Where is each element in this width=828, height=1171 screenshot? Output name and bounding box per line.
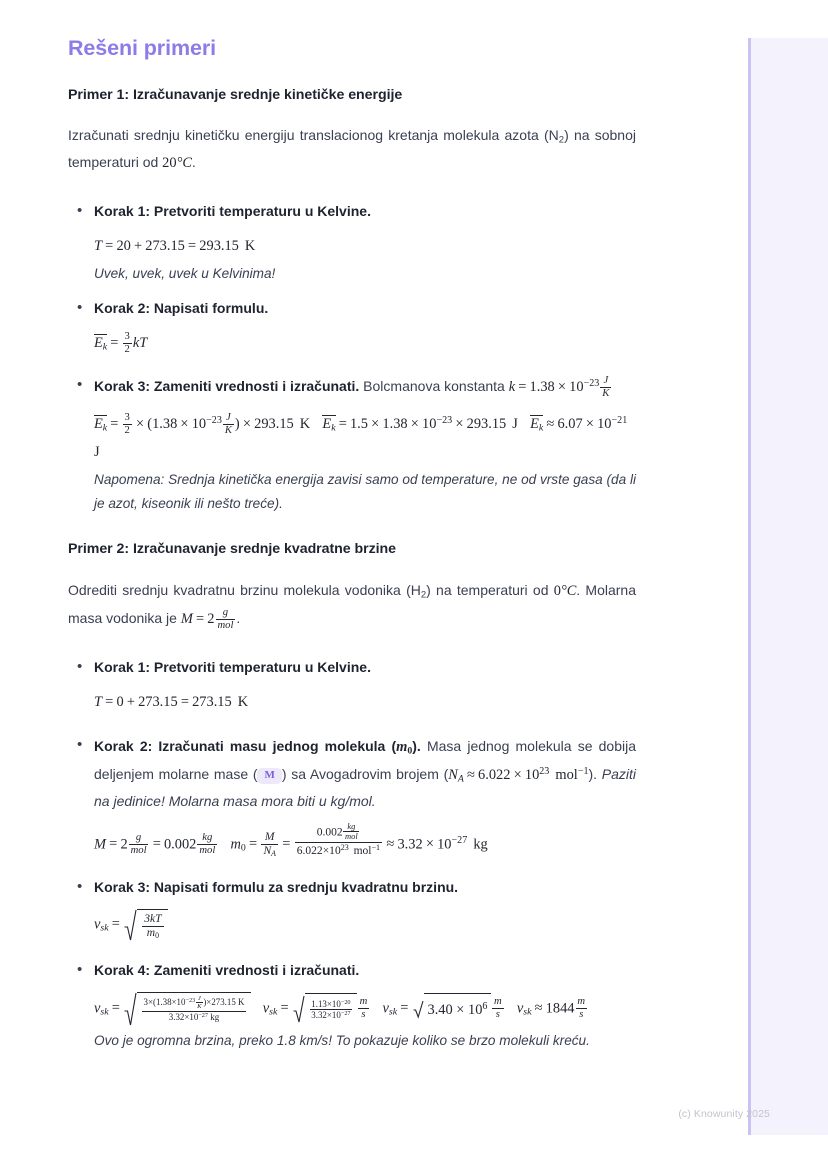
step2-text-c: ). [588, 765, 598, 782]
avogadro-number-math: $N_A \approx 6.022 \times 10^{23}$ mol$^{-1}$ [448, 765, 589, 784]
radical-sign-icon [124, 908, 137, 942]
step1-note: Uvek, uvek, uvek u Kelvinima! [94, 265, 276, 281]
rms-speed-formula: $v_{sk}$ = $\frac{3kT}{m0}$ [94, 908, 636, 942]
intro-text-part2: ) na temperaturi od [426, 582, 554, 599]
step4-note: Ovo je ogromna brzina, preko 1.8 km/s! To pokazuje koliko se brzo molekuli kreću. [94, 1032, 590, 1048]
example-2-step1-math [94, 688, 636, 716]
intro-temperature-math: 0°C [553, 583, 577, 600]
step2-text-a: Masa jednog molekula se dobija deljenjem molarne mase ( [94, 737, 636, 782]
example-2-heading: Primer 2: Izračunavanje srednje kvadratne brzine [68, 541, 396, 558]
molar-mass-chip[interactable]: M [257, 768, 281, 784]
fraction-nested-mass: 0.002 $\frac{kg}{\text{mol}}$ $6.022\times 10^{23}$ mol$^{-1}$ [295, 822, 382, 858]
fraction-M-over-NA: $\frac{M}{N_A}$ [261, 831, 278, 859]
step-item-2-2 [94, 733, 636, 813]
example-2-steps-4 [68, 958, 636, 982]
intro-text-part1: Izračunati srednju kinetičku energiju translacionog kretanja molekula azota (N [68, 127, 559, 143]
step2-text-b: ) sa Avogadrovim brojem ( [281, 765, 449, 782]
step-label: Korak 1: Pretvoriti temperaturu u Kelvine. [94, 202, 371, 219]
step-label: Korak 3: Zameniti vrednosti i izračunati. [94, 377, 360, 394]
radical-sign-icon [293, 994, 305, 1024]
square-root: $3\times(1.38\times 10^{-23}$ $\frac{J}{K}$ )×273.15 K $3.32\times 10^{-27}$ kg [123, 991, 251, 1027]
overline-group: $E_k$ [94, 415, 108, 434]
square-root: $\frac{3kT}{m0}$ [123, 908, 168, 942]
overline-group: $E_k$ [322, 415, 336, 434]
step-item-2-3 [94, 875, 636, 899]
fraction-g-per-mol: $\frac{g}{\text{mol}}$ [217, 607, 234, 632]
step-label: Korak 2: Napisati formulu. [94, 299, 269, 316]
page-title: Rešeni primeri [68, 36, 216, 60]
molecule-mass-calculation: M = 2 $\frac{g}{\text{mol}}$ = 0.002 $\frac{kg}{\text{mol}}$ m0 = $\frac{M}{N_A}$ = 0.002 $\frac{kg}{\text{mol}}$ $6.022\times 10^{23}$ mol$^{-1}$ ≈ $3.32 \times 10^{-27}$ kg [94, 820, 488, 858]
step-item-1-3 [94, 373, 636, 401]
example-2-steps-3 [68, 875, 636, 899]
step-label: Korak 3: Napisati formulu za srednju kvadratnu brzinu. [94, 878, 459, 895]
example-2-step2-calculation [94, 822, 636, 859]
intro-text-part3: . Molarna masa vodonika je [68, 582, 637, 627]
example-1-steps-3 [68, 373, 636, 401]
hydrogen-subscript: 2 [420, 589, 427, 601]
step2-note: Paziti na jedinice! Molarna masa mora biti u kg/mol. [94, 765, 637, 809]
document-content [68, 36, 636, 1068]
molecule-mass-symbol: m0 [396, 738, 413, 756]
fraction-three-halves: $\frac{3}{2}$ [124, 330, 130, 355]
square-root: $\frac{1.13\times 10^{-20}}{3.32\times 10^{-27}}$ [292, 993, 357, 1024]
step-item-1-2 [94, 296, 636, 320]
example-1-heading: Primer 1: Izračunavanje srednje kinetičke energije [68, 87, 403, 103]
step-item-1-1 [94, 199, 636, 223]
intro-text-part2: ) na sobnoj temperaturi od [68, 127, 636, 170]
intro-text-part4: . [236, 610, 241, 627]
step-label: Korak 1: Pretvoriti temperaturu u Kelvine. [94, 659, 371, 676]
overline-group: $E_k$ [530, 415, 544, 434]
step-item-2-1 [94, 655, 636, 679]
step-label-part-b: ). [412, 737, 421, 754]
intro-text-part1: Odrediti srednju kvadratnu brzinu molekula vodonika (H [68, 582, 421, 599]
step-label-part-a: Korak 2: Izračunati masu jednog molekula ( [94, 737, 397, 754]
example-2-intro [68, 577, 636, 633]
example-1-step3-calculation [94, 410, 636, 515]
footer-copyright: (c) Knowunity 2025 [678, 1108, 770, 1120]
kinetic-energy-calculation: $E_k$ = $\frac{3}{2}$ × ($1.38 \times 10^{-23}$ $\frac{J}{K}$ ) × 293.15 K $E_k = 1.5 \times 1.38 \times 10^{-23} \times 293.15$ J $E_k \approx 6.07 \times 10^{-21}J$ [94, 411, 628, 460]
decorative-side-panel [748, 38, 828, 1135]
example-2-steps [68, 655, 636, 679]
step3-text: Bolcmanova konstanta [359, 377, 509, 394]
square-root: $3.40 \times 10^6$ [411, 993, 491, 1024]
radical-sign-icon [413, 999, 424, 1019]
fraction-joule-kelvin: $\frac{J}{K}$ [602, 374, 610, 399]
intro-temperature-math: 20°C [162, 154, 192, 171]
mean-kinetic-energy-formula: $E_k$ = $\frac{3}{2}$ kT [94, 330, 148, 355]
example-1-intro [68, 123, 636, 177]
example-2-steps-2 [68, 733, 636, 813]
example-2-step3-math [94, 908, 636, 942]
overline-group: $E_k$ [94, 334, 108, 352]
example-1-step2-math [94, 329, 636, 357]
temperature-conversion-equation: T = 20 + 273.15 = 293.15 K [94, 237, 256, 254]
example-1-steps [68, 199, 636, 223]
molar-mass-math: M = 2 $\frac{g}{\text{mol}}$ [180, 607, 234, 632]
step-label: Korak 4: Zameniti vrednosti i izračunati. [94, 961, 360, 978]
temperature-conversion-equation: T = 0 + 273.15 = 273.15 K [94, 694, 249, 711]
example-2-step4-calculation [94, 991, 636, 1053]
intro-text-part3: . [191, 153, 196, 170]
boltzmann-constant-math: $k = 1.38 \times 10^{-23}$ $\frac{J}{K}$ [508, 374, 610, 399]
radical-sign-icon [124, 991, 137, 1027]
rms-speed-calculation: $v_{sk}$ = $3\times(1.38\times 10^{-23}$ $\frac{J}{K}$ )×273.15 K $3.32\times 10^{-27}$ kg $v_{sk}$ = $\frac{1.13\times 10^{-20}}{3.32\times 10^{-27}}$ $\frac{m}{s}$ $v_{sk}$ = $3.40 \times 10^6$ $\frac{m}{s}$ $v_{sk} \approx 1844$ $\frac{m}{s}$ [94, 991, 636, 1027]
nitrogen-subscript: 2 [558, 134, 565, 146]
example-1-step1-math [94, 232, 636, 286]
example-1-steps-2 [68, 296, 636, 320]
step3-note: Napomena: Srednja kinetička energija zavisi samo od temperature, ne od vrste gasa (da li je azot, kiseonik ili nešto treće). [94, 471, 636, 511]
step-item-2-4 [94, 958, 636, 982]
